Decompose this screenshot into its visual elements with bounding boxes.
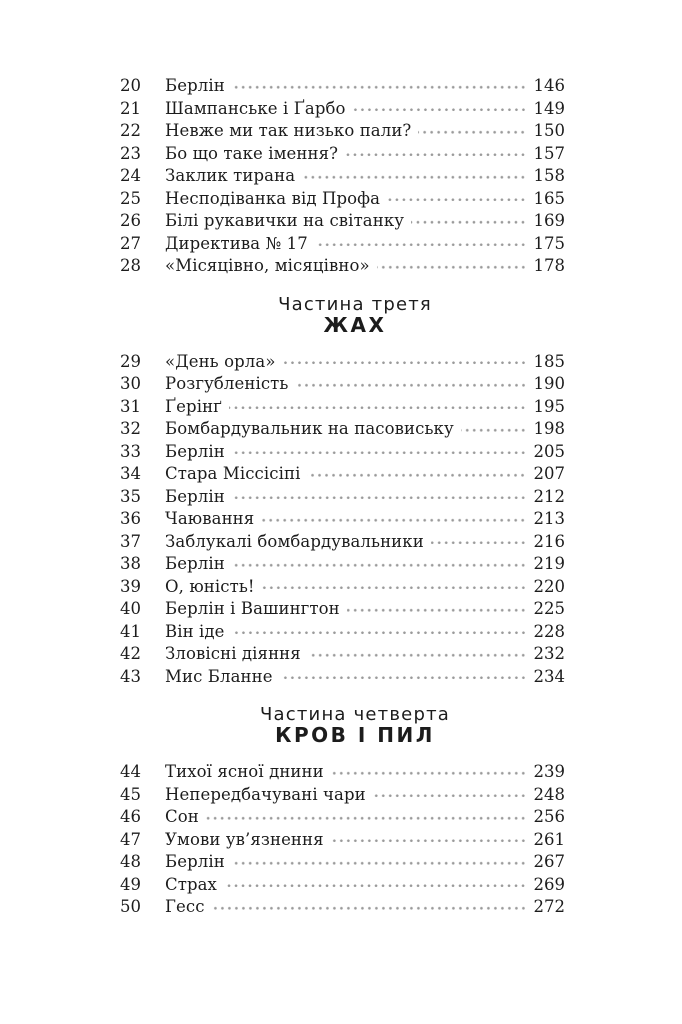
chapter-title: Тихої ясної днини [165,762,324,781]
page-number: 272 [533,897,565,916]
chapter-title: Бомбардувальник на пасовиську [165,419,454,438]
page-number: 225 [533,599,565,618]
dot-leader [232,486,525,509]
toc-entry-row [120,829,565,852]
toc-entry-row [120,784,565,807]
page-number: 220 [533,576,565,596]
dot-leader [431,531,525,554]
chapter-number: 39 [120,576,141,596]
chapter-number: 32 [120,419,141,438]
toc-entry-row [120,486,565,509]
toc-entry-row [120,188,565,211]
page-number: 185 [533,351,565,371]
chapter-title: «Місяцівно, місяцівно» [165,256,370,275]
chapter-number: 40 [120,599,141,618]
chapter-title: Заблукалі бомбардувальники [165,531,424,551]
chapter-title: Він іде [165,621,225,641]
chapter-title: Чаювання [165,509,255,528]
chapter-number: 46 [120,807,141,826]
page-number: 216 [533,531,565,551]
page-number: 228 [533,621,565,641]
chapter-title: Берлін [165,441,225,461]
chapter-title: Берлін [165,76,225,95]
chapter-number: 24 [120,166,141,185]
dot-leader [296,373,525,396]
toc-entry-row [120,806,565,829]
chapter-number: 47 [120,829,141,849]
page-number: 267 [533,852,565,871]
toc-entry-row [120,643,565,666]
page-number: 232 [533,644,565,663]
toc-entry-row [120,463,565,486]
toc-entry-row [120,165,565,188]
dot-leader [224,874,525,897]
chapter-number: 31 [120,396,141,416]
toc-section [120,704,565,919]
dot-leader [315,233,525,256]
dot-leader [232,553,525,576]
page-number: 239 [533,762,565,781]
toc-entry-row [120,508,565,531]
page-number: 157 [533,143,565,163]
toc-entry-list [120,761,565,919]
toc-entry-list [120,75,565,278]
page-number: 175 [533,233,565,253]
toc-entry-row [120,396,565,419]
toc-entry-row [120,373,565,396]
page-number: 248 [533,784,565,804]
chapter-number: 43 [120,666,141,686]
page-number: 256 [533,807,565,826]
dot-leader [232,851,525,874]
chapter-number: 33 [120,441,141,461]
chapter-number: 38 [120,554,141,573]
toc-entry-row [120,98,565,121]
part-heading [120,704,565,746]
chapter-number: 49 [120,874,141,894]
chapter-title: «День орла» [165,351,276,371]
page-number: 205 [533,441,565,461]
dot-leader [232,441,525,464]
toc-entry-row [120,75,565,98]
dot-leader [331,829,525,852]
part-label: Частина четверта [260,704,450,725]
toc-entry-row [120,576,565,599]
chapter-title: Директива № 17 [165,233,308,253]
chapter-title: Зловісні діяння [165,644,301,663]
chapter-title: Берлін [165,554,225,573]
part-title: ЖАХ [323,312,387,337]
page-number: 212 [533,486,565,506]
page-number: 213 [533,509,565,528]
chapter-number: 22 [120,121,141,140]
dot-leader [373,784,525,807]
chapter-number: 27 [120,233,141,253]
chapter-number: 36 [120,509,141,528]
dot-leader [206,806,525,829]
dot-leader [262,576,525,599]
dot-leader [307,463,524,486]
chapter-number: 37 [120,531,141,551]
page-number: 169 [533,211,565,230]
toc-section [120,294,565,689]
dot-leader [387,188,524,211]
chapter-title: Сон [165,807,199,826]
chapter-number: 28 [120,256,141,275]
toc-entry-row [120,761,565,784]
toc-entry-row [120,531,565,554]
chapter-number: 44 [120,762,141,781]
part-heading [120,294,565,336]
dot-leader [461,418,525,441]
chapter-number: 29 [120,351,141,371]
page-number: 178 [533,256,565,275]
chapter-number: 42 [120,644,141,663]
chapter-number: 45 [120,784,141,804]
toc-entry-row [120,851,565,874]
toc-entry-list [120,351,565,689]
toc-entry-row [120,418,565,441]
chapter-number: 35 [120,486,141,506]
chapter-title: Берлін [165,486,225,506]
chapter-title: Страх [165,874,217,894]
page-number: 234 [533,666,565,686]
chapter-title: О, юність! [165,576,255,596]
toc-entry-row [120,351,565,374]
dot-leader [411,210,524,233]
page-number: 158 [533,166,565,185]
chapter-title: Берлін і Вашингтон [165,599,340,618]
toc-entry-row [120,553,565,576]
toc-entry-row [120,120,565,143]
chapter-title: Розгубленість [165,374,289,393]
chapter-title: Берлін [165,852,225,871]
chapter-title: Невже ми так низько пали? [165,121,412,140]
page-number: 261 [533,829,565,849]
dot-leader [347,598,525,621]
part-title: КРОВ І ПИЛ [275,723,435,747]
part-label: Частина третя [278,293,432,315]
toc-entry-row [120,210,565,233]
toc-entry-row [120,255,565,278]
toc-entry-row [120,874,565,897]
chapter-title: Шампанське і Ґарбо [165,98,346,118]
toc-entry-row [120,896,565,919]
page-number: 150 [533,121,565,140]
dot-leader [345,143,524,166]
page-number: 146 [533,76,565,95]
toc-entry-row [120,233,565,256]
page-number: 195 [533,396,565,416]
chapter-number: 34 [120,464,141,483]
page-number: 149 [533,98,565,118]
chapter-number: 48 [120,852,141,871]
dot-leader [377,255,525,278]
dot-leader [212,896,525,919]
chapter-title: Мис Бланне [165,666,273,686]
toc-entry-row [120,143,565,166]
dot-leader [353,98,525,121]
page-number: 190 [533,374,565,393]
toc-entry-row [120,621,565,644]
dot-leader [261,508,524,531]
page-number: 165 [533,188,565,208]
chapter-title: Непередбачувані чари [165,784,366,804]
page-number: 269 [533,874,565,894]
dot-leader [280,666,525,689]
dot-leader [229,396,524,419]
chapter-number: 30 [120,374,141,393]
chapter-title: Ґерінґ [165,396,223,416]
chapter-number: 20 [120,76,141,95]
toc-entry-row [120,598,565,621]
chapter-title: Бо що таке імення? [165,143,339,163]
toc-entry-row [120,666,565,689]
chapter-title: Білі рукавички на світанку [165,211,405,230]
page-number: 207 [533,464,565,483]
toc-entry-row [120,441,565,464]
dot-leader [283,351,525,374]
chapter-number: 23 [120,143,141,163]
dot-leader [308,643,525,666]
dot-leader [232,621,525,644]
chapter-title: Гесс [165,897,205,916]
page-number: 219 [533,554,565,573]
chapter-number: 50 [120,897,141,916]
chapter-title: Несподіванка від Профа [165,188,381,208]
chapter-title: Заклик тирана [165,166,296,185]
dot-leader [232,75,525,98]
dot-leader [331,761,525,784]
toc-section [120,75,565,278]
dot-leader [418,120,524,143]
chapter-number: 26 [120,211,141,230]
chapter-number: 41 [120,621,141,641]
dot-leader [302,165,524,188]
chapter-title: Умови ув’язнення [165,829,324,849]
chapter-number: 25 [120,188,141,208]
chapter-number: 21 [120,98,141,118]
page-number: 198 [533,419,565,438]
chapter-title: Стара Міссісіпі [165,464,301,483]
